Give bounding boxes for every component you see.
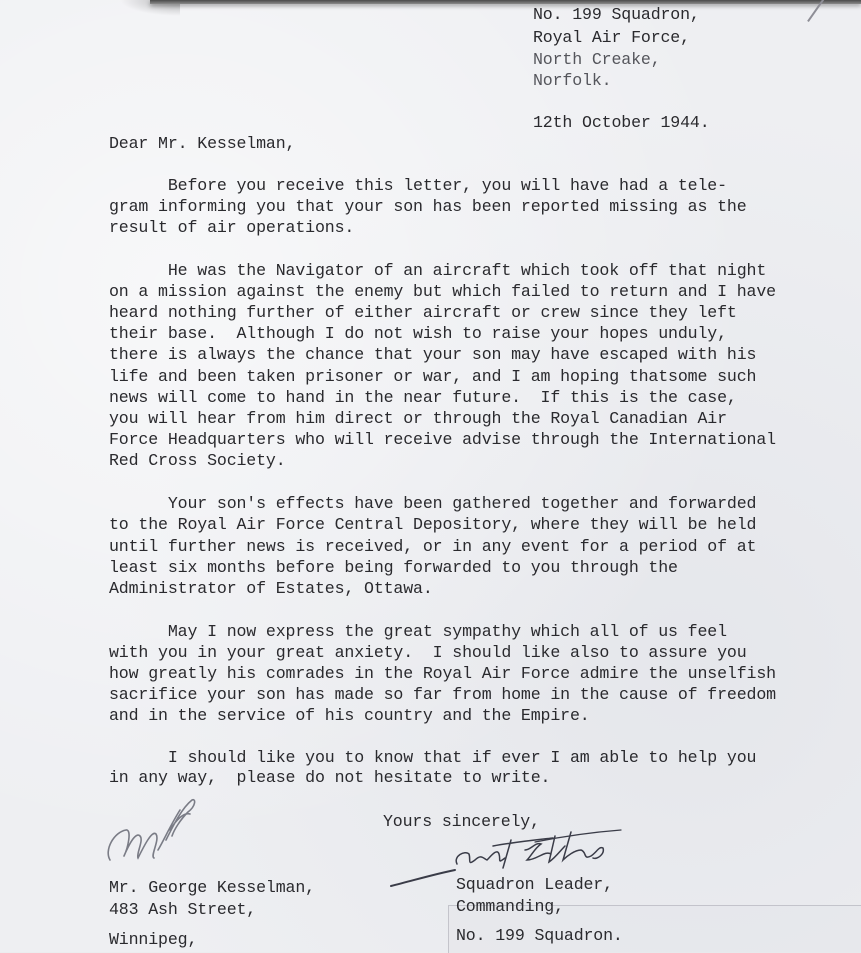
signer-unit: No. 199 Squadron. xyxy=(456,926,623,945)
handwritten-initials xyxy=(100,790,210,870)
paragraph-line: Administrator of Estates, Ottawa. xyxy=(109,579,433,598)
paragraph-line: and in the service of his country and the Empire. xyxy=(109,706,590,725)
paragraph-line: May I now express the great sympathy which all of us feel xyxy=(109,622,727,641)
paragraph-line: to the Royal Air Force Central Depository, where they will be held xyxy=(109,515,757,534)
paragraph-line: in any way, please do not hesitate to write. xyxy=(109,768,551,787)
recipient-street: 483 Ash Street, xyxy=(109,900,257,919)
paragraph-line: Red Cross Society. xyxy=(109,451,286,470)
paragraph-line: Force Headquarters who will receive advise through the International xyxy=(109,430,776,449)
paragraph-line: I should like you to know that if ever I am able to help you xyxy=(109,748,757,767)
letterhead-line: Norfolk. xyxy=(533,71,612,90)
paragraph-line: Your son's effects have been gathered together and forwarded xyxy=(109,494,757,513)
paragraph-line: life and been taken prisoner or war, and I am hoping thatsome such xyxy=(109,367,757,386)
paragraph-line: their base. Although I do not wish to raise your hopes unduly, xyxy=(109,324,727,343)
page-top-edge xyxy=(150,0,861,4)
signer-role: Commanding, xyxy=(456,897,564,916)
valediction: Yours sincerely, xyxy=(383,812,540,831)
paragraph-line: on a mission against the enemy but which failed to return and I have xyxy=(109,282,776,301)
paragraph-line: until further news is received, or in any event for a period of at xyxy=(109,537,757,556)
paragraph-line: you will hear from him direct or through the Royal Canadian Air xyxy=(109,409,727,428)
paragraph-line: news will come to hand in the near future. If this is the case, xyxy=(109,388,737,407)
paragraph-line: Before you receive this letter, you will have had a tele- xyxy=(109,176,727,195)
paragraph-line: least six months before being forwarded to you through the xyxy=(109,558,678,577)
recipient-name: Mr. George Kesselman, xyxy=(109,878,315,897)
paragraph-line: how greatly his comrades in the Royal Air Force admire the unselfish xyxy=(109,664,776,683)
paragraph-line: He was the Navigator of an aircraft which took off that night xyxy=(109,261,767,280)
letterhead-line: Royal Air Force, xyxy=(533,28,690,47)
letterhead-line: No. 199 Squadron, xyxy=(533,5,700,24)
paragraph-line: sacrifice your son has made so far from home in the cause of freedom xyxy=(109,685,776,704)
signer-rank: Squadron Leader, xyxy=(456,875,613,894)
paragraph-line: gram informing you that your son has been reported missing as the xyxy=(109,197,747,216)
salutation: Dear Mr. Kesselman, xyxy=(109,134,296,153)
paragraph-line: with you in your great anxiety. I should like also to assure you xyxy=(109,643,747,662)
paragraph-line: result of air operations. xyxy=(109,218,355,237)
paragraph-line: heard nothing further of either aircraft or crew since they left xyxy=(109,303,737,322)
letter-date: 12th October 1944. xyxy=(533,113,710,132)
recipient-city: Winnipeg, xyxy=(109,930,198,949)
paragraph-line: there is always the chance that your son may have escaped with his xyxy=(109,345,757,364)
letterhead-line: North Creake, xyxy=(533,50,661,69)
